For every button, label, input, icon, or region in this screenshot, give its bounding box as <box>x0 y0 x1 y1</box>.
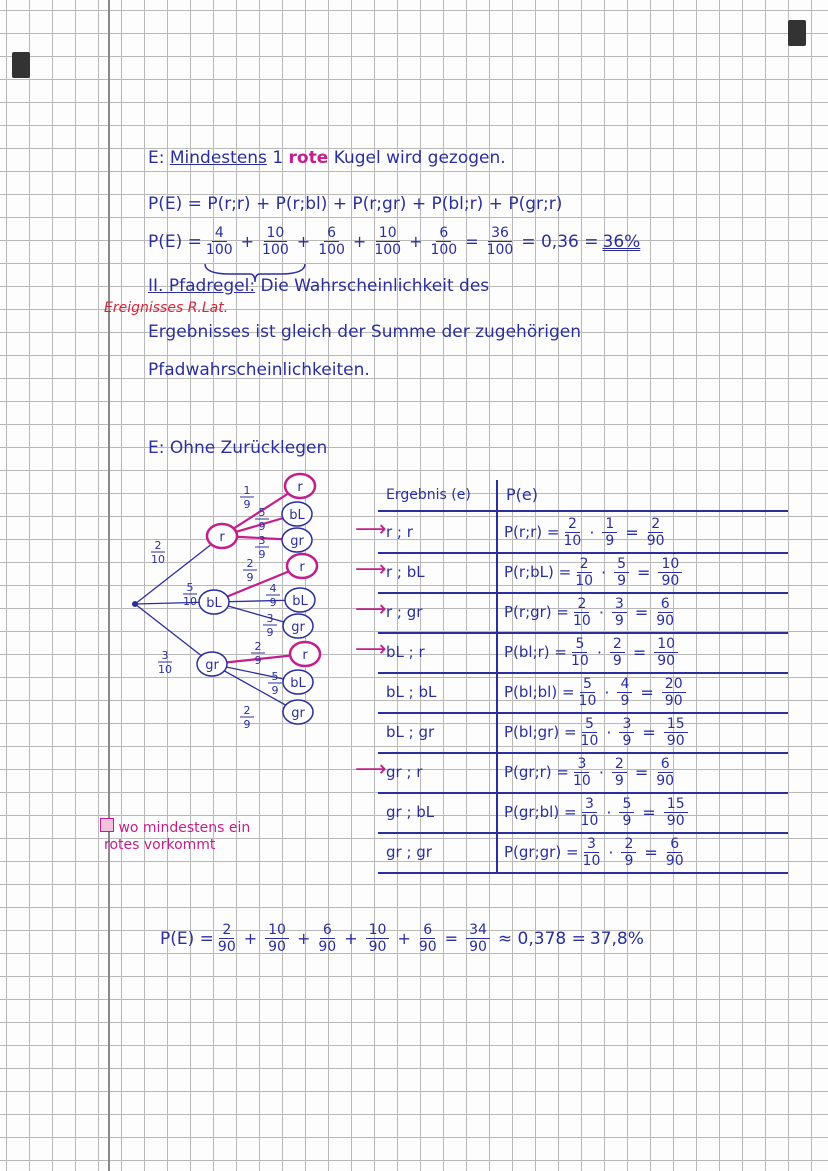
pink-arrow-icon: ⟶ <box>355 757 387 782</box>
fraction <box>318 225 345 258</box>
binder-hole-icon <box>788 20 806 46</box>
edge-denominator: 9 <box>243 718 251 731</box>
numerator: 4 <box>212 225 227 242</box>
fraction <box>374 225 401 258</box>
numerator: 2 <box>574 596 589 613</box>
operator: · <box>601 562 607 582</box>
fraction <box>581 796 599 829</box>
formula-1 <box>148 194 562 214</box>
numerator: 34 <box>466 922 490 939</box>
edge-denominator: 9 <box>266 626 274 639</box>
operator: = <box>640 682 654 702</box>
denominator: 100 <box>486 242 514 258</box>
fraction <box>617 676 632 709</box>
operator: · <box>608 842 614 862</box>
outcome-cell: gr ; r <box>386 763 423 781</box>
fraction <box>573 596 591 629</box>
denominator: 10 <box>578 692 597 709</box>
numerator: 6 <box>667 836 682 853</box>
edge-denominator: 9 <box>269 596 277 609</box>
numerator: 2 <box>610 636 625 653</box>
probability-cell <box>496 632 682 672</box>
pink-arrow-icon: ⟶ <box>355 637 387 662</box>
probability-label: P(r;gr) = <box>504 603 569 621</box>
numerator: 3 <box>612 596 627 613</box>
fraction <box>656 756 674 789</box>
term: P(r;bl) <box>275 194 328 214</box>
numerator: 4 <box>617 676 632 693</box>
denominator: 90 <box>418 939 437 955</box>
edge-denominator: 9 <box>258 520 266 533</box>
numerator: 2 <box>565 516 580 533</box>
pink-arrow-icon: ⟶ <box>355 557 387 582</box>
numerator: 3 <box>584 836 599 853</box>
probability-label: P(gr;r) = <box>504 763 569 781</box>
numerator: 6 <box>324 225 339 242</box>
fraction <box>571 636 589 669</box>
numerator: 10 <box>654 636 678 653</box>
edge-numerator: 1 <box>243 484 251 497</box>
numerator: 10 <box>264 225 288 242</box>
denominator: 90 <box>656 612 675 629</box>
denominator: 10 <box>580 732 599 749</box>
fraction <box>654 636 678 669</box>
operator: = <box>637 562 651 582</box>
rule-line-1 <box>148 276 489 296</box>
edge-denominator: 9 <box>271 684 279 697</box>
outcome-cell: r ; r <box>386 523 413 541</box>
table-row <box>378 552 788 594</box>
edge-numerator: 2 <box>243 704 251 717</box>
tree-node-label: r <box>302 648 308 663</box>
outcome-cell: r ; bL <box>386 563 425 581</box>
numerator: 6 <box>320 922 335 939</box>
operator: = <box>632 642 647 662</box>
numerator: 1 <box>602 516 617 533</box>
numerator: 2 <box>577 556 592 573</box>
fraction <box>614 556 629 589</box>
numerator: 10 <box>366 922 390 939</box>
numerator: 5 <box>619 796 634 813</box>
denominator: 90 <box>368 939 387 955</box>
section-heading: E: Ohne Zurücklegen <box>148 438 328 458</box>
note <box>100 818 250 854</box>
edge-numerator: 5 <box>271 670 279 683</box>
numerator: 36 <box>488 225 512 242</box>
fraction <box>366 922 390 955</box>
numerator: 6 <box>658 756 673 773</box>
red-correction: Ereignisses R.Lat. <box>104 300 229 316</box>
denominator: 9 <box>612 652 622 669</box>
fraction <box>619 796 634 829</box>
numerator: 10 <box>658 556 682 573</box>
numerator: 5 <box>580 676 595 693</box>
fraction <box>612 756 627 789</box>
pink-arrow-icon: ⟶ <box>355 517 387 542</box>
denominator: 90 <box>661 572 680 589</box>
term: P(gr;r) <box>508 194 563 214</box>
table-row <box>378 712 788 754</box>
fraction <box>430 225 457 258</box>
denominator: 100 <box>318 242 345 258</box>
operator: + <box>344 929 358 948</box>
heading-label: E: <box>148 148 165 168</box>
numerator: 2 <box>621 836 636 853</box>
denominator: 9 <box>622 732 632 749</box>
operator: + <box>296 929 311 948</box>
operator: + <box>411 194 427 214</box>
outcome-cell: gr ; gr <box>386 843 432 861</box>
denominator: 90 <box>666 732 685 749</box>
numerator: 5 <box>572 636 587 653</box>
probability-cell <box>496 752 678 792</box>
fraction <box>487 225 514 258</box>
edge-denominator: 9 <box>243 498 251 511</box>
outcome-cell: r ; gr <box>386 603 423 621</box>
result-value: = 0,36 = <box>521 231 599 252</box>
operator: · <box>589 522 595 542</box>
operator: + <box>352 232 367 251</box>
fraction <box>612 596 627 629</box>
tree-node-label: r <box>219 530 225 545</box>
table-row <box>378 832 788 874</box>
lhs: P(E) = <box>148 194 202 214</box>
operator: · <box>606 722 612 742</box>
numerator: 2 <box>219 922 234 939</box>
edge-numerator: 3 <box>161 649 169 662</box>
operator: + <box>409 232 423 251</box>
numerator: 6 <box>436 225 451 242</box>
term: P(r;r) <box>207 194 251 214</box>
numerator: 10 <box>265 922 289 939</box>
outcome-cell: gr ; bL <box>386 803 435 821</box>
probability-cell <box>496 592 678 632</box>
fraction <box>583 836 601 869</box>
denominator: 90 <box>318 939 337 955</box>
table-row <box>378 512 788 554</box>
denominator: 90 <box>268 939 286 955</box>
operator: = <box>644 842 658 862</box>
heading-1 <box>148 148 506 168</box>
denominator: 10 <box>575 572 594 589</box>
numerator: 10 <box>376 225 400 242</box>
denominator: 9 <box>617 572 627 589</box>
operator: = <box>625 522 639 542</box>
numerator: 15 <box>664 796 688 813</box>
percent-result: 36% <box>602 231 641 252</box>
denominator: 90 <box>646 532 665 549</box>
denominator: 90 <box>666 812 685 829</box>
header-probability: P(e) <box>496 480 538 510</box>
numerator: 15 <box>664 716 688 733</box>
fraction <box>466 922 490 955</box>
numerator: 20 <box>662 676 686 693</box>
operator: = <box>634 602 649 622</box>
rule-text-1: Die Wahrscheinlichkeit des <box>260 276 490 296</box>
table-row <box>378 632 788 674</box>
probability-cell <box>496 552 686 592</box>
operator: = <box>444 929 459 948</box>
heading-rest: Kugel wird gezogen. <box>333 148 506 168</box>
denominator: 9 <box>614 612 624 629</box>
final-formula <box>160 922 644 955</box>
operator: = <box>465 232 479 251</box>
denominator: 9 <box>622 812 632 829</box>
tree-node-label: r <box>299 560 305 575</box>
fraction <box>666 836 684 869</box>
tree-node-label: gr <box>291 620 305 635</box>
fraction <box>664 716 688 749</box>
operator: · <box>596 642 602 662</box>
denominator: 90 <box>664 692 683 709</box>
probability-cell <box>496 672 690 712</box>
edge-numerator: 5 <box>258 506 266 519</box>
heading-underlined: Mindestens <box>169 148 267 168</box>
heading-count: 1 <box>272 148 284 168</box>
operator: = <box>642 802 656 822</box>
denominator: 9 <box>620 692 630 709</box>
denominator: 9 <box>605 532 615 549</box>
numerator: 5 <box>614 556 629 573</box>
denominator: 10 <box>582 852 601 869</box>
numerator: 3 <box>574 756 589 773</box>
edge-numerator: 3 <box>266 612 274 625</box>
tree-node-label: bL <box>289 508 305 523</box>
note-line-2: rotes vorkommt <box>104 837 216 853</box>
tree-node-label: bL <box>292 594 308 609</box>
outcome-cell: bL ; gr <box>386 723 435 741</box>
header-outcome: Ergebnis (e) <box>386 487 471 503</box>
fraction <box>656 596 674 629</box>
operator: · <box>598 602 604 622</box>
edge-numerator: 4 <box>269 582 277 595</box>
denominator: 100 <box>205 242 233 258</box>
edge-denominator: 9 <box>246 571 254 584</box>
tree-node-label: gr <box>290 534 304 549</box>
fraction <box>419 922 437 955</box>
numerator: 5 <box>582 716 597 733</box>
probability-label: P(bl;r) = <box>504 643 567 661</box>
edge-denominator: 10 <box>183 595 197 608</box>
table-row <box>378 672 788 714</box>
tree-node-label: bL <box>206 596 222 611</box>
highlight-square-icon <box>100 818 114 832</box>
probability-label: P(r;r) = <box>504 523 560 541</box>
operator: + <box>243 929 258 948</box>
tree-node-label: gr <box>291 706 305 721</box>
table-header <box>378 480 788 512</box>
numerator: 6 <box>658 596 673 613</box>
numerator: 3 <box>582 796 597 813</box>
edge-numerator: 3 <box>258 534 266 547</box>
operator: + <box>255 194 271 214</box>
fraction <box>575 556 593 589</box>
operator: = <box>634 762 649 782</box>
formula-2 <box>148 225 640 258</box>
edge-denominator: 9 <box>254 654 262 667</box>
fraction <box>573 756 591 789</box>
probability-cell <box>496 512 669 552</box>
probability-cell <box>496 712 692 752</box>
tree-node-label: bL <box>290 676 306 691</box>
denominator: 10 <box>563 532 582 549</box>
edge-denominator: 9 <box>258 548 266 561</box>
tree-diagram <box>110 464 340 734</box>
denominator: 100 <box>430 242 458 258</box>
rule-text-2: Ergebnisses ist gleich der Summe der zugehörigen <box>148 322 581 342</box>
term: P(bl;r) <box>431 194 484 214</box>
tree-edge <box>135 604 212 664</box>
table-row <box>378 592 788 634</box>
denominator: 10 <box>573 772 591 789</box>
tree-node-label: r <box>297 480 303 495</box>
denominator: 100 <box>374 242 402 258</box>
denominator: 100 <box>262 242 289 258</box>
operator: + <box>240 232 255 251</box>
operator: + <box>296 232 311 251</box>
probability-label: P(r;bL) = <box>504 563 572 581</box>
heading-highlight: rote <box>288 148 329 168</box>
fraction <box>610 636 625 669</box>
fraction <box>647 516 665 549</box>
numerator: 6 <box>420 922 435 939</box>
table-row <box>378 792 788 834</box>
fraction <box>218 922 236 955</box>
denominator: 90 <box>657 652 676 669</box>
pink-arrow-icon: ⟶ <box>355 597 387 622</box>
term: P(r;gr) <box>352 194 407 214</box>
note-line-1: wo mindestens ein <box>118 820 251 836</box>
result-value: ≈ 0,378 = <box>497 928 586 949</box>
edge-numerator: 5 <box>186 581 194 594</box>
denominator: 9 <box>614 772 624 789</box>
operator: = <box>642 722 656 742</box>
fraction <box>318 922 336 955</box>
fraction <box>658 556 682 589</box>
operator: · <box>604 682 610 702</box>
numerator: 2 <box>612 756 627 773</box>
numerator: 2 <box>648 516 663 533</box>
probability-label: P(gr;bl) = <box>504 803 577 821</box>
fraction <box>262 225 289 258</box>
edge-denominator: 10 <box>158 663 172 676</box>
probability-label: P(gr;gr) = <box>504 843 579 861</box>
fraction <box>579 676 597 709</box>
numerator: 3 <box>619 716 634 733</box>
denominator: 10 <box>571 652 589 669</box>
fraction <box>206 225 233 258</box>
percent-result: 37,8% <box>589 928 644 949</box>
outcome-cell: bL ; bL <box>386 683 437 701</box>
operator: + <box>397 929 411 948</box>
edge-numerator: 2 <box>246 557 254 570</box>
probability-cell <box>496 792 692 832</box>
lhs: P(E) = <box>160 928 214 949</box>
fraction <box>664 796 688 829</box>
probability-label: P(bl;gr) = <box>504 723 577 741</box>
edge-denominator: 10 <box>151 553 165 566</box>
table-row <box>378 752 788 794</box>
operator: + <box>488 194 503 214</box>
fraction <box>581 716 599 749</box>
denominator: 10 <box>580 812 599 829</box>
fraction <box>265 922 289 955</box>
denominator: 90 <box>217 939 236 955</box>
fraction <box>619 716 634 749</box>
fraction <box>621 836 636 869</box>
denominator: 90 <box>656 772 675 789</box>
edge-numerator: 2 <box>254 640 262 653</box>
operator: + <box>332 194 348 214</box>
rule-text-3: Pfadwahrscheinlichkeiten. <box>148 360 370 380</box>
operator: · <box>606 802 612 822</box>
denominator: 90 <box>469 939 487 955</box>
fraction <box>563 516 581 549</box>
operator: · <box>598 762 604 782</box>
tree-node-label: gr <box>205 658 219 673</box>
outcome-cell: bL ; r <box>386 643 425 661</box>
denominator: 9 <box>624 852 634 869</box>
denominator: 10 <box>573 612 591 629</box>
denominator: 90 <box>665 852 684 869</box>
binder-hole-icon <box>12 52 30 78</box>
edge-numerator: 2 <box>154 539 162 552</box>
probability-label: P(bl;bl) = <box>504 683 575 701</box>
fraction <box>662 676 686 709</box>
lhs: P(E) = <box>148 231 202 252</box>
probability-cell <box>496 832 688 872</box>
fraction <box>602 516 617 549</box>
rule-title: II. Pfadregel: <box>148 276 256 296</box>
